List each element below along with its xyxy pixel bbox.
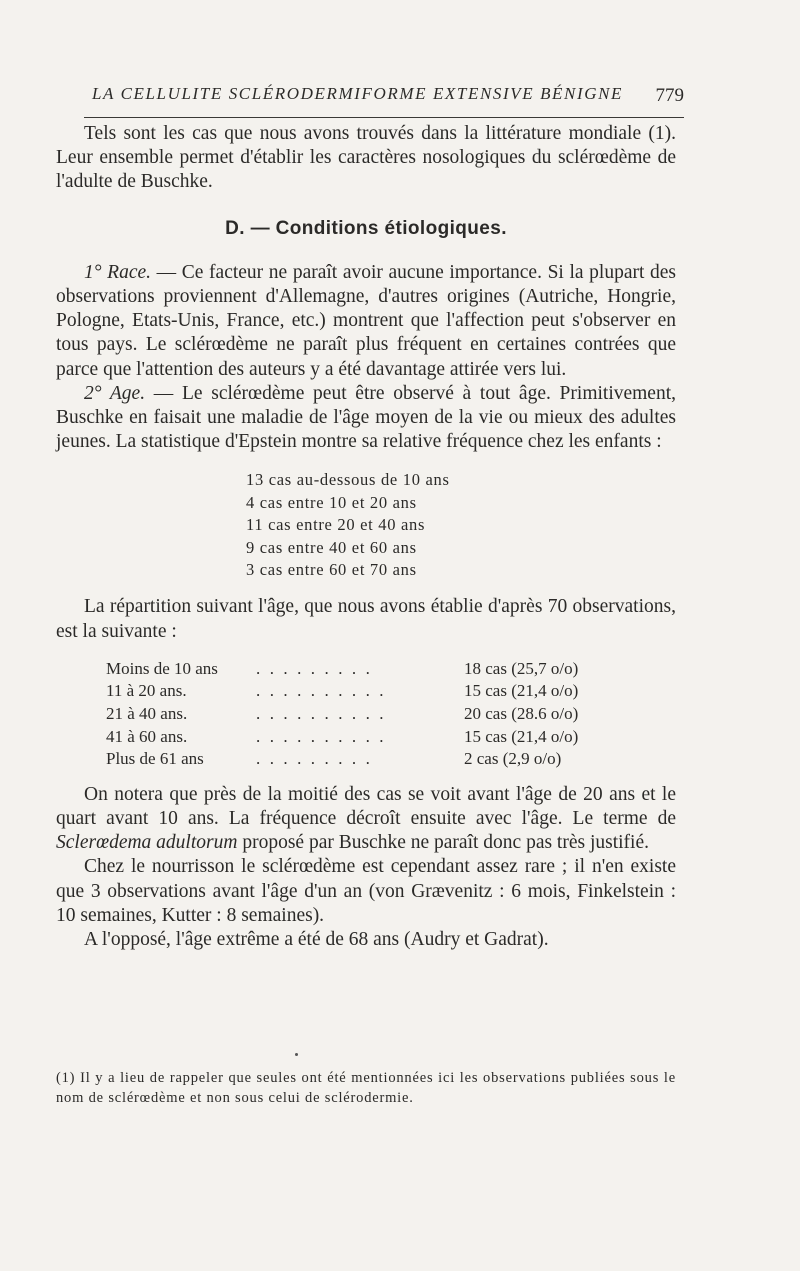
nourrisson-paragraph: Chez le nourrisson le sclérœdème est cependant assez rare ; il n'en existe que 3 observations avant l'âge d'un an (von Grævenitz : 6 mois, Finkelstein : 10 semaines, Kutter : 8 semaines). <box>56 856 676 926</box>
running-title: LA CELLULITE SCLÉRODERMIFORME EXTENSIVE BÉNIGNE <box>92 84 624 103</box>
table-row <box>106 680 676 703</box>
epstein-line: 13 cas au-dessous de 10 ans <box>246 470 450 490</box>
main-text <box>56 122 676 952</box>
table-row <box>106 703 676 726</box>
age-range-label: 41 à 60 ans. <box>106 726 188 746</box>
case-count: 15 cas (21,4 o/o) <box>464 726 579 746</box>
age-range-label: 11 à 20 ans. <box>106 681 187 701</box>
leader-dots: . . . . . . . . . . <box>256 681 387 701</box>
moitie-end: proposé par Buschke ne paraît donc pas très justifié. <box>237 832 650 854</box>
footnote: (1) Il y a lieu de rappeler que seules ont été mentionnées ici les observations publiées sous le nom de sclérœdème et non sous celui de sclérodermie. <box>56 1070 676 1106</box>
leader-dots: . . . . . . . . . <box>256 658 373 678</box>
case-count: 18 cas (25,7 o/o) <box>464 658 579 678</box>
age-distribution-table <box>106 658 676 771</box>
table-row <box>106 658 676 681</box>
age-range-label: 21 à 40 ans. <box>106 704 188 724</box>
leader-dots: . . . . . . . . . . <box>256 726 387 746</box>
table-row <box>106 726 676 749</box>
race-text: — Ce facteur ne paraît avoir aucune importance. Si la plupart des observations proviennent d'Allemagne, d'autres origines (Autriche, Hongrie, Pologne, Etats-Unis, France, etc.) montrent que l'affection peut s'observer en tous pays. Le sclérœdème ne paraît plus fréquent en certaines contrées que parce que l'attention des auteurs y a été davantage attirée vers lui. <box>56 261 676 380</box>
age-text: — Le sclérœdème peut être observé à tout âge. Primitivement, Buschke en faisait une maladie de l'âge moyen de la vie ou mieux des adultes jeunes. La statistique d'Epstein montre sa relative fréquence chez les enfants : <box>56 382 677 453</box>
print-speck <box>295 1053 298 1056</box>
table-row <box>106 748 676 771</box>
moitie-text: On notera que près de la moitié des cas se voit avant l'âge de 20 ans et le quart avant 10 ans. La fréquence décroît ensuite avec l'âge. Le terme de <box>56 783 676 830</box>
oppose-paragraph: A l'opposé, l'âge extrême a été de 68 ans (Audry et Gadrat). <box>84 929 549 951</box>
latin-term: Sclerœdema adultorum <box>56 832 238 854</box>
epstein-line: 9 cas entre 40 et 60 ans <box>246 537 417 557</box>
epstein-line: 11 cas entre 20 et 40 ans <box>246 515 426 535</box>
section-heading: D. — Conditions étiologiques. <box>225 217 507 239</box>
age-range-label: Plus de 61 ans <box>106 749 204 769</box>
epstein-statistics <box>246 469 676 581</box>
running-header <box>84 84 684 114</box>
intro-paragraph: Tels sont les cas que nous avons trouvés dans la littérature mondiale (1). Leur ensemble permet d'établir les caractères nosologiques du sclérœdème de l'adulte de Buschke. <box>56 123 676 193</box>
leader-dots: . . . . . . . . . <box>256 749 373 769</box>
page-number: 779 <box>655 85 684 106</box>
moitie-paragraph <box>56 783 676 856</box>
epstein-line: 4 cas entre 10 et 20 ans <box>246 492 417 512</box>
epstein-line: 3 cas entre 60 et 70 ans <box>246 560 417 580</box>
case-count: 2 cas (2,9 o/o) <box>464 749 562 769</box>
case-count: 15 cas (21,4 o/o) <box>464 681 579 701</box>
leader-dots: . . . . . . . . . . <box>256 704 387 724</box>
age-label: 2° Age. <box>84 382 146 404</box>
case-count: 20 cas (28.6 o/o) <box>464 704 579 724</box>
race-paragraph <box>56 261 676 382</box>
race-label: 1° Race. <box>84 261 152 283</box>
age-range-label: Moins de 10 ans <box>106 658 218 678</box>
header-rule <box>84 117 684 118</box>
repartition-paragraph: La répartition suivant l'âge, que nous avons établie d'après 70 observations, est la suivante : <box>56 596 676 642</box>
age-paragraph <box>56 382 676 455</box>
